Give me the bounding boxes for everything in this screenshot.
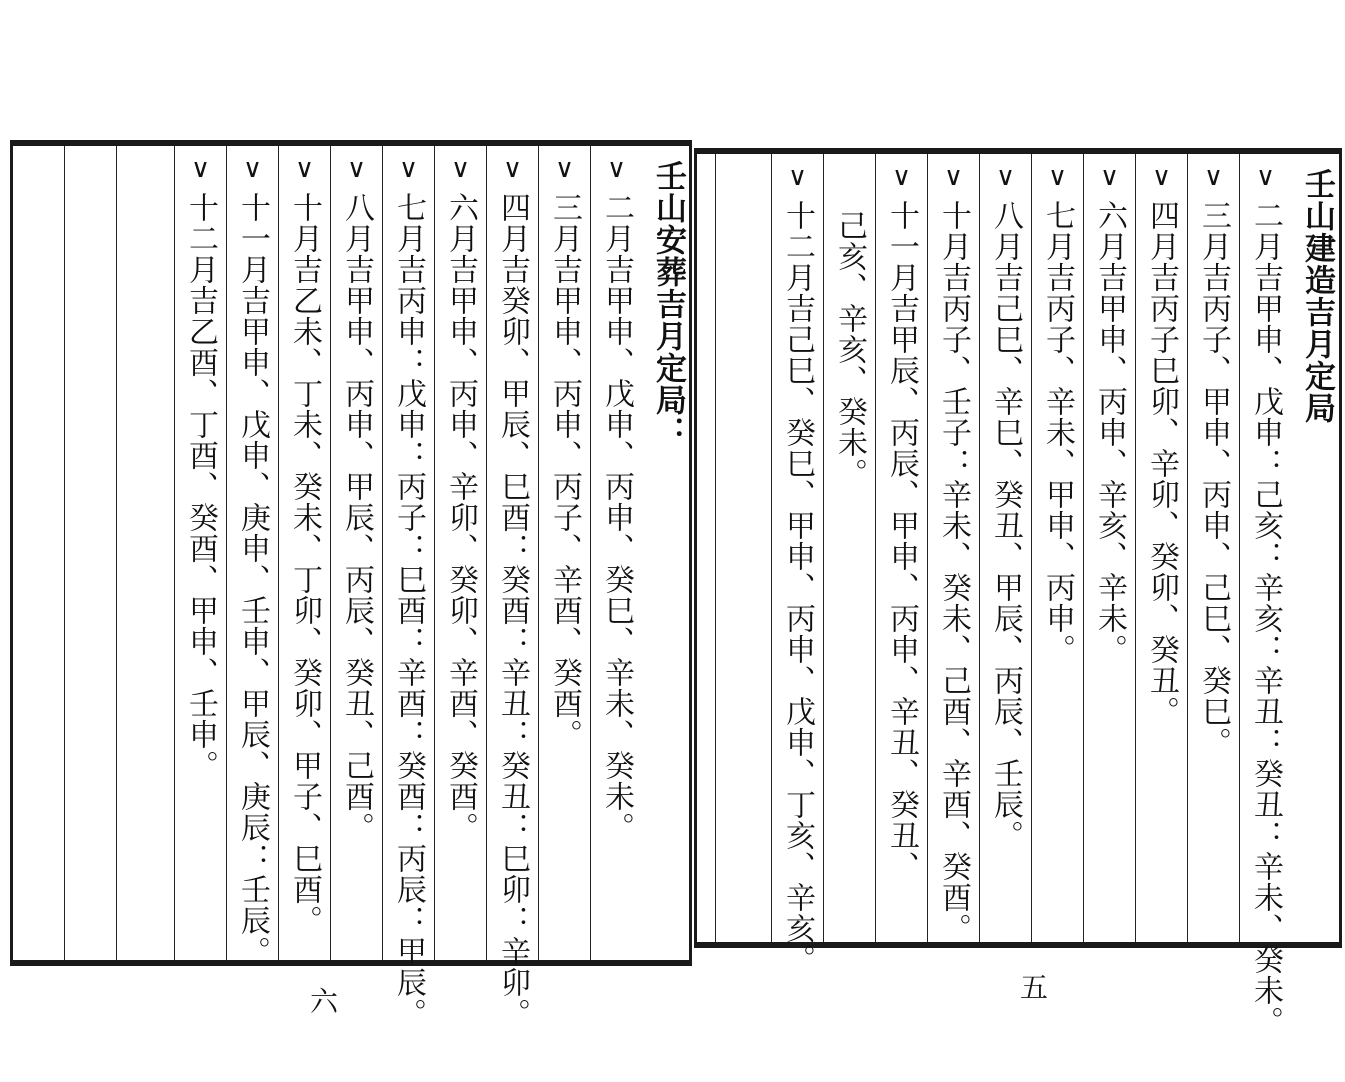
left-entry: 二月吉甲申、戊申、丙申、癸巳、辛未、癸未。 (599, 192, 634, 843)
right-entry: 二月吉甲申、戊申：己亥：辛亥：辛丑：癸丑：辛未、癸未。 (1248, 200, 1283, 1037)
right-entry: 七月吉丙子、辛未、甲申、丙申。 (1040, 200, 1075, 665)
check-mark-icon: ∨ (606, 154, 627, 184)
check-mark-icon: ∨ (1047, 162, 1068, 192)
right-title-column (1291, 154, 1343, 942)
check-mark-icon: ∨ (891, 162, 912, 192)
left-entry: 十月吉乙未、丁未、癸未、丁卯、癸卯、甲子、巳酉。 (287, 192, 322, 936)
left-entry-column (174, 146, 226, 960)
check-mark-icon: ∨ (1151, 162, 1172, 192)
check-mark-icon: ∨ (398, 154, 419, 184)
right-entry-column (1031, 154, 1083, 942)
check-mark-icon: ∨ (346, 154, 367, 184)
right-entry-column (771, 154, 823, 975)
right-empty-column (715, 154, 771, 942)
right-entry: 十一月吉甲辰、丙辰、甲申、丙申、辛丑、癸丑、 (884, 200, 919, 882)
left-entry: 七月吉丙申：戊申：丙子：巳酉：辛酉：癸酉：丙辰：甲辰。 (391, 192, 426, 1029)
right-entry-column (1135, 154, 1187, 942)
right-entry: 十月吉丙子、壬子：辛未、癸未、己酉、辛酉、癸酉。 (936, 200, 971, 944)
left-empty-column (116, 146, 168, 960)
right-entry: 三月吉丙子、甲申、丙申、己巳、癸巳。 (1196, 200, 1231, 758)
left-page (10, 140, 692, 1029)
check-mark-icon: ∨ (787, 162, 808, 192)
check-mark-icon: ∨ (1203, 162, 1224, 192)
right-entry: 六月吉甲申、丙申、辛亥、辛未。 (1092, 200, 1127, 665)
left-empty-column (64, 146, 116, 960)
check-mark-icon: ∨ (242, 154, 263, 184)
left-entry-column (278, 146, 330, 960)
left-entry-column (590, 146, 642, 960)
check-mark-icon: ∨ (554, 154, 575, 184)
left-entry-column (330, 146, 382, 960)
left-entry: 十二月吉乙酉、丁酉、癸酉、甲申、壬申。 (183, 192, 218, 781)
right-entry: 十二月吉己巳、癸巳、甲申、丙申、戊申、丁亥、辛亥。 (780, 200, 815, 975)
check-mark-icon: ∨ (450, 154, 471, 184)
left-entry: 六月吉甲申、丙申、辛卯、癸卯、辛酉、癸酉。 (443, 192, 478, 843)
left-entry-column (226, 146, 278, 967)
check-mark-icon: ∨ (190, 154, 211, 184)
right-entry-column (927, 154, 979, 942)
check-mark-icon: ∨ (995, 162, 1016, 192)
left-title-column (642, 146, 694, 960)
left-entry: 八月吉甲申、丙申、甲辰、丙辰、癸丑、己酉。 (339, 192, 374, 843)
right-continuation-column (823, 154, 875, 942)
check-mark-icon: ∨ (1255, 162, 1276, 192)
check-mark-icon: ∨ (1099, 162, 1120, 192)
right-entry-column (875, 154, 927, 942)
left-entry: 十一月吉甲申、戊申、庚申、壬申、甲辰、庚辰：壬辰。 (235, 192, 270, 967)
right-entry: 四月吉丙子巳卯、辛卯、癸卯、癸丑。 (1144, 200, 1179, 727)
right-page (694, 148, 1342, 1037)
right-entry: 八月吉己巳、辛巳、癸丑、甲辰、丙辰、壬辰。 (988, 200, 1023, 851)
check-mark-icon: ∨ (502, 154, 523, 184)
page-number-left: 六 (310, 985, 339, 1018)
right-entry-column (1239, 154, 1291, 1037)
right-entry-column (1083, 154, 1135, 942)
left-entry: 三月吉甲申、丙申、丙子、辛酉、癸酉。 (547, 192, 582, 750)
right-page-title: 壬山建造吉月定局 (1299, 168, 1335, 424)
left-entry-column (434, 146, 486, 960)
right-entry-column (1187, 154, 1239, 942)
right-entry-column (979, 154, 1031, 942)
check-mark-icon: ∨ (943, 162, 964, 192)
left-entry-column (486, 146, 538, 1029)
check-mark-icon: ∨ (294, 154, 315, 184)
left-entry-column (538, 146, 590, 960)
left-page-title: 壬山安葬吉月定局： (650, 160, 686, 448)
left-entry-column (382, 146, 434, 1029)
right-entry-continuation: 己亥、辛亥、癸未。 (832, 210, 867, 489)
left-entry: 四月吉癸卯、甲辰、巳酉：癸酉：辛丑：癸丑：巳卯：辛卯。 (495, 192, 530, 1029)
page-number-right: 五 (1020, 971, 1049, 1004)
